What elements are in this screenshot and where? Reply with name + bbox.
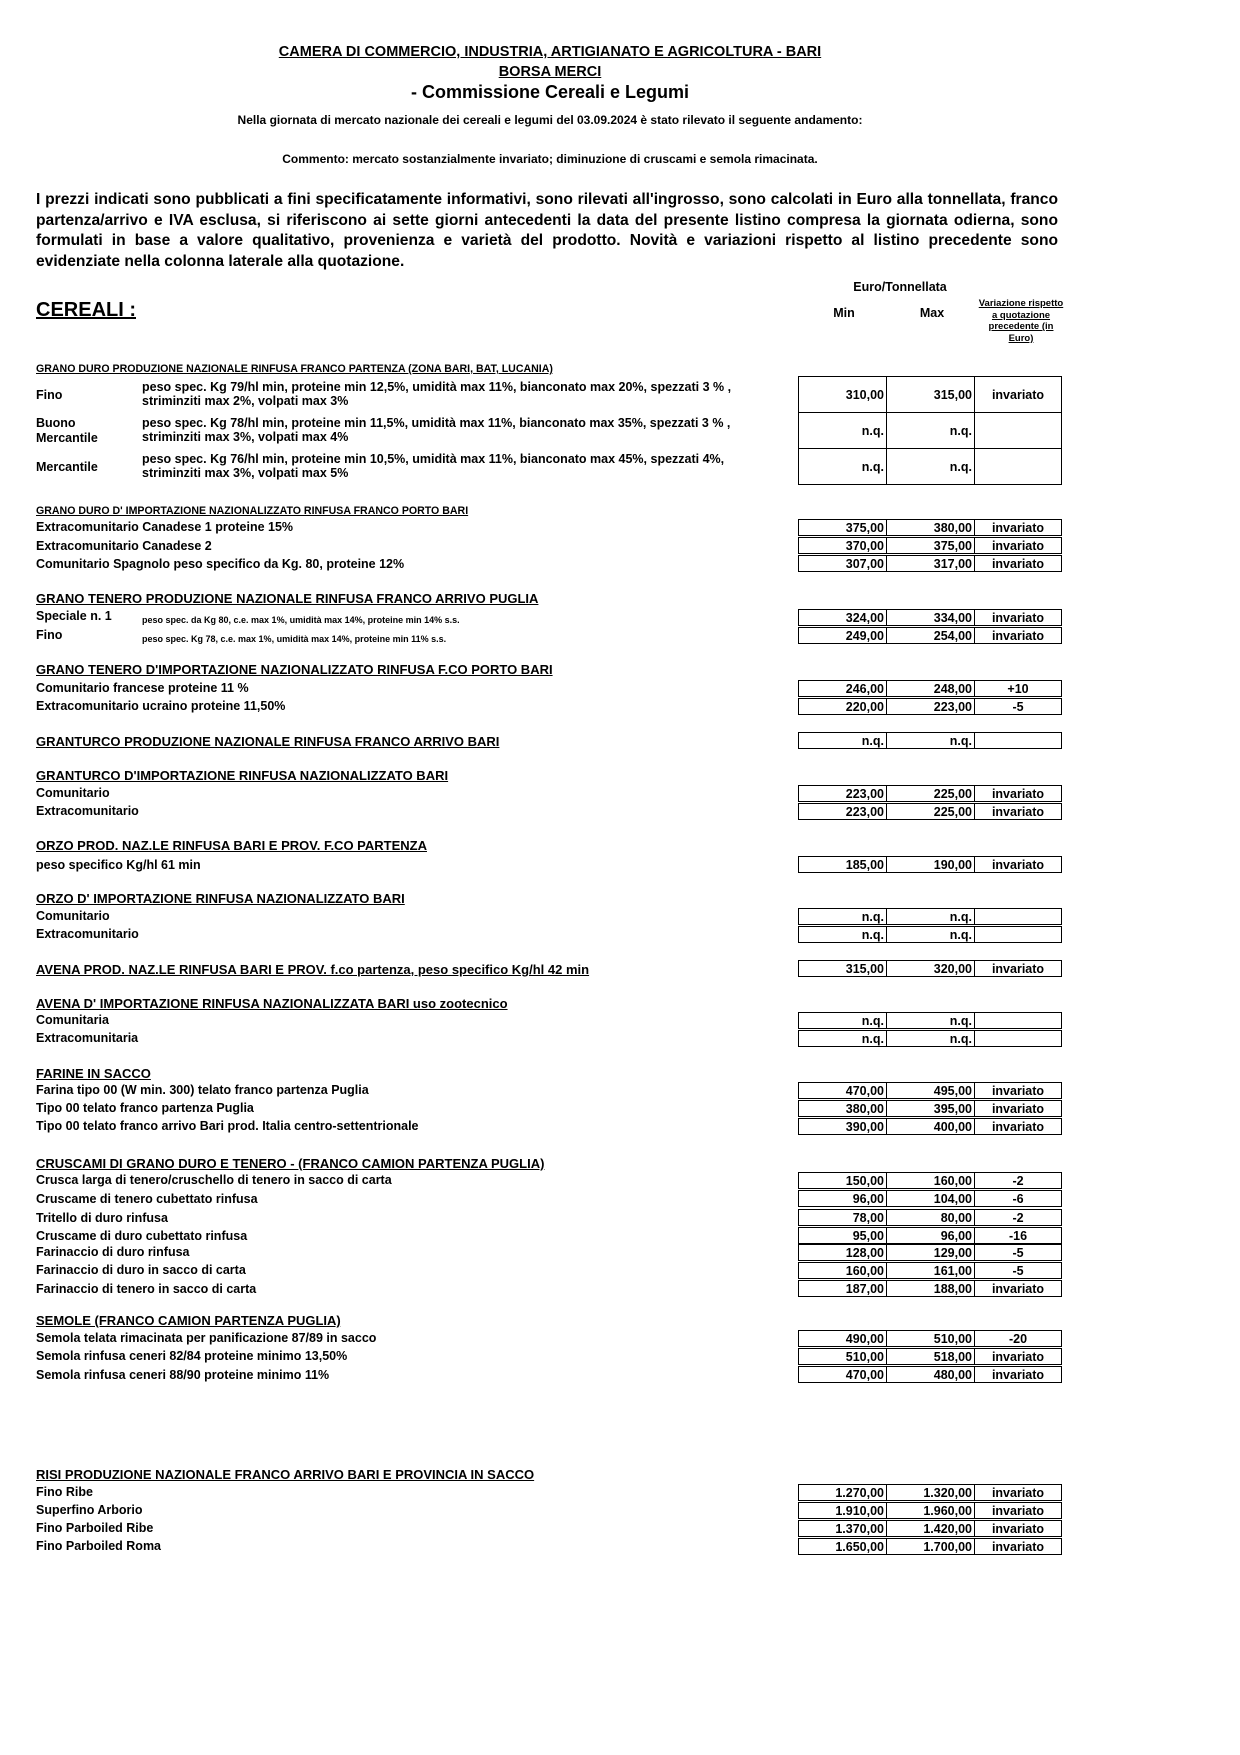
price-variation: invariato [974, 785, 1062, 802]
min-price: n.q. [798, 926, 886, 943]
min-price: 1.650,00 [798, 1538, 886, 1555]
max-price: 160,00 [886, 1172, 974, 1189]
unit-header: Euro/Tonnellata [853, 280, 947, 294]
cereali-heading: CEREALI : [36, 299, 136, 321]
price-variation [974, 448, 1062, 485]
max-price: 320,00 [886, 960, 974, 977]
min-price: 95,00 [798, 1227, 886, 1244]
row-label: Cruscame di duro cubettato rinfusa [36, 1229, 248, 1243]
max-price: 375,00 [886, 537, 974, 554]
min-price: 223,00 [798, 785, 886, 802]
max-price: 161,00 [886, 1262, 974, 1279]
max-price: 190,00 [886, 856, 974, 873]
price-variation: +10 [974, 680, 1062, 697]
row-label: Semola telata rimacinata per panificazione 87/89 in sacco [36, 1331, 377, 1345]
max-price: 315,00 [886, 376, 974, 413]
section-heading: GRANTURCO D'IMPORTAZIONE RINFUSA NAZIONALIZZATO BARI [36, 768, 449, 783]
chamber-title: CAMERA DI COMMERCIO, INDUSTRIA, ARTIGIANATO E AGRICOLTURA - BARI [278, 44, 822, 60]
section-heading: FARINE IN SACCO [36, 1066, 151, 1081]
row-label: peso specifico Kg/hl 61 min [36, 858, 201, 872]
price-variation [974, 732, 1062, 749]
min-price: 96,00 [798, 1190, 886, 1207]
min-column-header: Min [833, 306, 855, 320]
max-price: 480,00 [886, 1366, 974, 1383]
section-heading: GRANTURCO PRODUZIONE NAZIONALE RINFUSA FRANCO ARRIVO BARI [36, 734, 500, 749]
min-price: n.q. [798, 1030, 886, 1047]
section-heading: GRANO TENERO D'IMPORTAZIONE NAZIONALIZZATO RINFUSA F.CO PORTO BARI [36, 662, 553, 677]
row-label: Fino [36, 628, 63, 642]
market-day-line: Nella giornata di mercato nazionale dei cereali e legumi del 03.09.2024 è stato rilevato il seguente andamento: [237, 113, 863, 127]
price-variation: -5 [974, 1244, 1062, 1261]
price-variation: invariato [974, 1520, 1062, 1537]
max-price: 254,00 [886, 627, 974, 644]
price-variation: invariato [974, 1502, 1062, 1519]
price-variation: invariato [974, 856, 1062, 873]
price-variation: -5 [974, 1262, 1062, 1279]
row-label: Superfino Arborio [36, 1503, 143, 1517]
max-price: 80,00 [886, 1209, 974, 1226]
price-variation: invariato [974, 1118, 1062, 1135]
min-price: 370,00 [798, 537, 886, 554]
price-variation: invariato [974, 803, 1062, 820]
min-price: 187,00 [798, 1280, 886, 1297]
variation-column-header: Variazione rispetto a quotazione precedente (in Euro) [978, 298, 1064, 344]
min-price: 470,00 [798, 1366, 886, 1383]
max-price: 1.420,00 [886, 1520, 974, 1537]
max-price: n.q. [886, 732, 974, 749]
row-label: Fino [36, 388, 63, 402]
section-heading: SEMOLE (FRANCO CAMION PARTENZA PUGLIA) [36, 1313, 341, 1328]
max-price: 1.960,00 [886, 1502, 974, 1519]
max-price: n.q. [886, 412, 974, 449]
min-price: 78,00 [798, 1209, 886, 1226]
price-variation: invariato [974, 1366, 1062, 1383]
commission-title: - Commissione Cereali e Legumi [410, 82, 690, 102]
max-price: 317,00 [886, 555, 974, 572]
min-price: n.q. [798, 448, 886, 485]
row-label: Speciale n. 1 [36, 609, 112, 623]
price-variation: -2 [974, 1209, 1062, 1226]
min-price: n.q. [798, 1012, 886, 1029]
row-label: Comunitario [36, 786, 110, 800]
price-variation [974, 1030, 1062, 1047]
max-column-header: Max [919, 306, 945, 320]
max-price: 495,00 [886, 1082, 974, 1099]
row-label: Extracomunitario Canadese 2 [36, 539, 212, 553]
min-price: 150,00 [798, 1172, 886, 1189]
row-label: Farinaccio di duro in sacco di carta [36, 1263, 246, 1277]
price-variation [974, 926, 1062, 943]
section-heading: RISI PRODUZIONE NAZIONALE FRANCO ARRIVO BARI E PROVINCIA IN SACCO [36, 1467, 535, 1482]
row-label: Fino Parboiled Ribe [36, 1521, 154, 1535]
price-variation: invariato [974, 555, 1062, 572]
row-description: peso spec. Kg 79/hl min, proteine min 12,5%, umidità max 11%, bianconato max 20%, spezzati 3 % , striminziti max 2%, volpati max 3% [142, 380, 732, 408]
price-variation: invariato [974, 537, 1062, 554]
intro-paragraph: I prezzi indicati sono pubblicati a fini specificatamente informativi, sono rilevati all'ingrosso, sono calcolati in Euro alla tonnellata, franco partenza/arrivo e IVA esclusa, si riferiscono ai sette giorni antecedenti la data del presente listino compresa la giornata odierna, sono formulati in base a valore qualitativo, provenienza e varietà del prodotto. Novità e variazioni rispetto al listino precedente sono evidenziate nella colonna laterale alla quotazione. [36, 191, 1058, 270]
price-variation: invariato [974, 1348, 1062, 1365]
min-price: 246,00 [798, 680, 886, 697]
price-variation [974, 908, 1062, 925]
price-variation [974, 412, 1062, 449]
row-label: Semola rinfusa ceneri 88/90 proteine minimo 11% [36, 1368, 330, 1382]
max-price: 380,00 [886, 519, 974, 536]
price-variation: invariato [974, 1082, 1062, 1099]
row-label: Comunitario francese proteine 11 % [36, 681, 249, 695]
row-label: Comunitario [36, 909, 110, 923]
price-variation: invariato [974, 627, 1062, 644]
row-label: Semola rinfusa ceneri 82/84 proteine minimo 13,50% [36, 1349, 348, 1363]
row-label: Extracomunitario [36, 927, 139, 941]
min-price: 307,00 [798, 555, 886, 572]
row-label: Farina tipo 00 (W min. 300) telato franco partenza Puglia [36, 1083, 369, 1097]
max-price: 188,00 [886, 1280, 974, 1297]
price-variation: invariato [974, 1280, 1062, 1297]
price-variation: -2 [974, 1172, 1062, 1189]
max-price: 334,00 [886, 609, 974, 626]
row-description: peso spec. Kg 78/hl min, proteine min 11,5%, umidità max 11%, bianconato max 35%, spezzati 3 % , striminziti max 3%, volpati max 4% [142, 416, 731, 444]
section-heading: ORZO D' IMPORTAZIONE RINFUSA NAZIONALIZZATO BARI [36, 891, 405, 906]
section-heading: CRUSCAMI DI GRANO DURO E TENERO - (FRANCO CAMION PARTENZA PUGLIA) [36, 1156, 545, 1171]
max-price: 395,00 [886, 1100, 974, 1117]
min-price: 324,00 [798, 609, 886, 626]
row-label: Fino Parboiled Roma [36, 1539, 162, 1553]
max-price: 96,00 [886, 1227, 974, 1244]
section-heading: AVENA D' IMPORTAZIONE RINFUSA NAZIONALIZZATA BARI uso zootecnico [36, 996, 508, 1011]
section-heading: ORZO PROD. NAZ.LE RINFUSA BARI E PROV. F.CO PARTENZA [36, 838, 427, 853]
row-label: Extracomunitaria [36, 1031, 139, 1045]
row-label: Mercantile [36, 460, 98, 474]
max-price: n.q. [886, 1012, 974, 1029]
row-description: peso spec. Kg 78, c.e. max 1%, umidità max 14%, proteine min 11% s.s. [142, 634, 447, 644]
min-price: n.q. [798, 908, 886, 925]
price-variation: -16 [974, 1227, 1062, 1244]
price-variation: invariato [974, 1484, 1062, 1501]
max-price: 225,00 [886, 803, 974, 820]
row-label: Cruscame di tenero cubettato rinfusa [36, 1192, 258, 1206]
min-price: 1.370,00 [798, 1520, 886, 1537]
min-price: n.q. [798, 732, 886, 749]
min-price: 1.270,00 [798, 1484, 886, 1501]
min-price: 185,00 [798, 856, 886, 873]
max-price: 1.320,00 [886, 1484, 974, 1501]
min-price: 390,00 [798, 1118, 886, 1135]
min-price: 315,00 [798, 960, 886, 977]
market-comment: Commento: mercato sostanzialmente invariato; diminuzione di cruscami e semola rimacinata. [282, 152, 818, 166]
max-price: 518,00 [886, 1348, 974, 1365]
row-label: Farinaccio di duro rinfusa [36, 1245, 190, 1259]
min-price: 1.910,00 [798, 1502, 886, 1519]
min-price: 490,00 [798, 1330, 886, 1347]
min-price: 160,00 [798, 1262, 886, 1279]
section-heading: GRANO DURO D' IMPORTAZIONE NAZIONALIZZATO RINFUSA FRANCO PORTO BARI [36, 505, 469, 517]
min-price: 220,00 [798, 698, 886, 715]
row-description: peso spec. Kg 76/hl min, proteine min 10,5%, umidità max 11%, bianconato max 45%, spezzati 4%, striminziti max 3%, volpati max 5% [142, 452, 725, 480]
max-price: 129,00 [886, 1244, 974, 1261]
max-price: n.q. [886, 926, 974, 943]
row-label: Crusca larga di tenero/cruschello di tenero in sacco di carta [36, 1173, 392, 1187]
min-price: 380,00 [798, 1100, 886, 1117]
max-price: n.q. [886, 908, 974, 925]
row-label: Tipo 00 telato franco arrivo Bari prod. Italia centro-settentrionale [36, 1119, 419, 1133]
price-variation: -20 [974, 1330, 1062, 1347]
min-price: n.q. [798, 412, 886, 449]
max-price: 104,00 [886, 1190, 974, 1207]
row-label: Tritello di duro rinfusa [36, 1211, 168, 1225]
price-variation: -6 [974, 1190, 1062, 1207]
row-label: Buono Mercantile [36, 416, 98, 445]
row-label: Extracomunitario [36, 804, 139, 818]
price-variation: invariato [974, 519, 1062, 536]
section-heading: GRANO TENERO PRODUZIONE NAZIONALE RINFUSA FRANCO ARRIVO PUGLIA [36, 591, 539, 606]
max-price: n.q. [886, 448, 974, 485]
min-price: 470,00 [798, 1082, 886, 1099]
max-price: 510,00 [886, 1330, 974, 1347]
price-variation: -5 [974, 698, 1062, 715]
max-price: 400,00 [886, 1118, 974, 1135]
max-price: n.q. [886, 1030, 974, 1047]
borsa-merci-title: BORSA MERCI [498, 64, 602, 80]
min-price: 375,00 [798, 519, 886, 536]
max-price: 1.700,00 [886, 1538, 974, 1555]
row-label: Extracomunitario ucraino proteine 11,50% [36, 699, 286, 713]
row-label: Tipo 00 telato franco partenza Puglia [36, 1101, 254, 1115]
section-heading: GRANO DURO PRODUZIONE NAZIONALE RINFUSA FRANCO PARTENZA (ZONA BARI, BAT, LUCANIA) [36, 363, 553, 375]
row-description: peso spec. da Kg 80, c.e. max 1%, umidità max 14%, proteine min 14% s.s. [142, 615, 460, 625]
min-price: 249,00 [798, 627, 886, 644]
min-price: 128,00 [798, 1244, 886, 1261]
section-heading: AVENA PROD. NAZ.LE RINFUSA BARI E PROV. f.co partenza, peso specifico Kg/hl 42 min [36, 962, 590, 977]
row-label: Comunitaria [36, 1013, 109, 1027]
price-variation: invariato [974, 1538, 1062, 1555]
price-variation: invariato [974, 960, 1062, 977]
row-label: Farinaccio di tenero in sacco di carta [36, 1282, 257, 1296]
price-variation [974, 1012, 1062, 1029]
min-price: 510,00 [798, 1348, 886, 1365]
row-label: Extracomunitario Canadese 1 proteine 15% [36, 520, 294, 534]
min-price: 223,00 [798, 803, 886, 820]
max-price: 225,00 [886, 785, 974, 802]
price-variation: invariato [974, 609, 1062, 626]
row-label: Fino Ribe [36, 1485, 93, 1499]
price-variation: invariato [974, 376, 1062, 413]
price-variation: invariato [974, 1100, 1062, 1117]
max-price: 223,00 [886, 698, 974, 715]
row-label: Comunitario Spagnolo peso specifico da Kg. 80, proteine 12% [36, 557, 405, 571]
max-price: 248,00 [886, 680, 974, 697]
min-price: 310,00 [798, 376, 886, 413]
